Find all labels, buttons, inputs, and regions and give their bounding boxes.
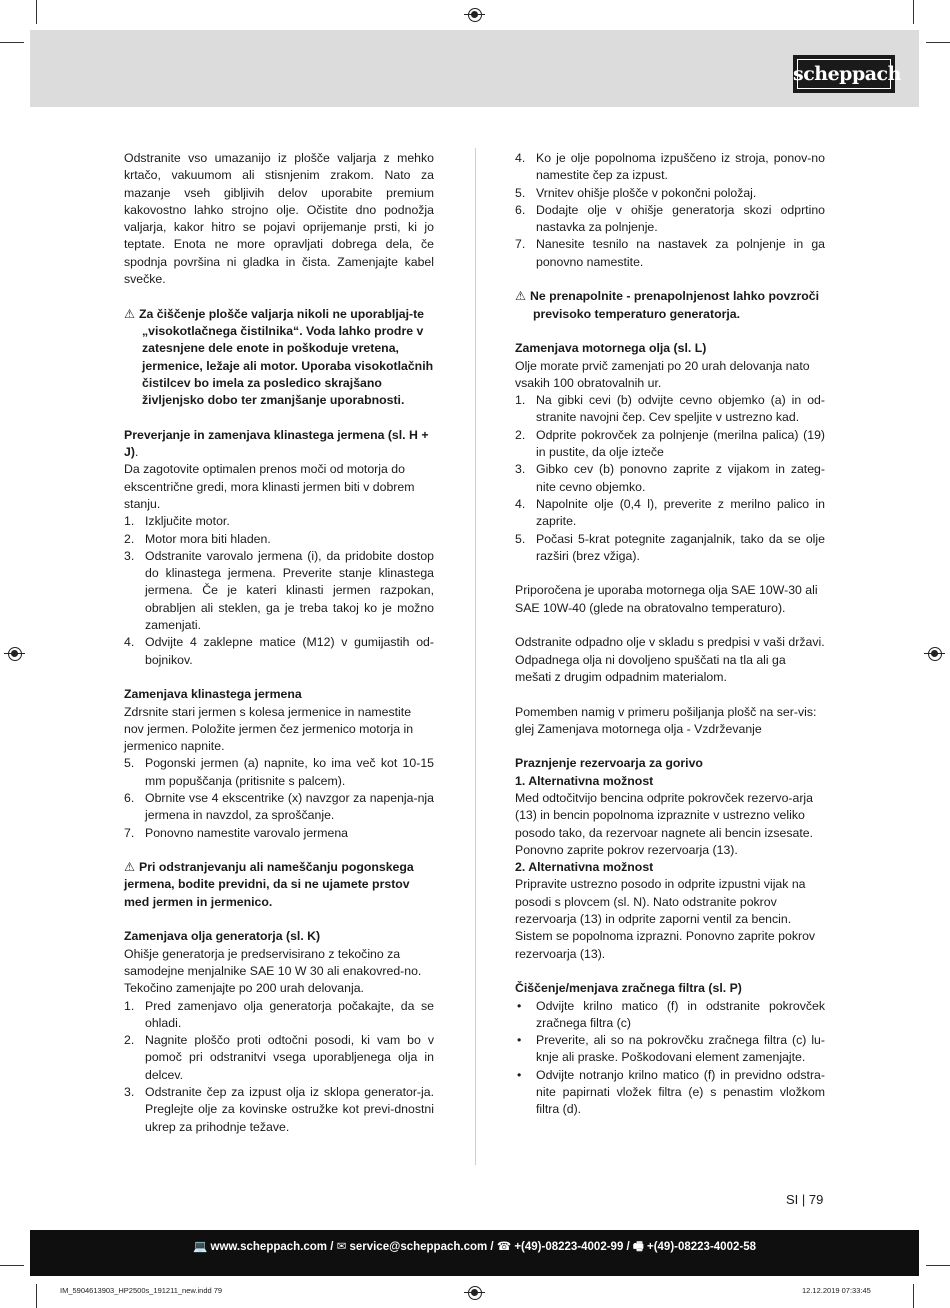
list-item — [124, 531, 434, 548]
belt-check-text: Da zagotovite optimalen prenos moči od motorja do ekscentrične gredi, mora klinasti jermen biti v dobrem stanju. — [124, 462, 415, 511]
list-item-text: Izključite motor. — [145, 514, 230, 529]
list-item-text: Počasi 5-krat potegnite zaganjalnik, tako da se olje razširi (brez vžiga). — [536, 531, 825, 563]
list-item-text: Dodajte olje v ohišje generatorja skozi odprtino nastavka za polnjenje. — [536, 202, 825, 235]
list-item-number: • — [517, 998, 522, 1013]
list-item — [124, 998, 434, 1033]
air-filter-bullets — [515, 998, 825, 1119]
list-item-text: Odvijte krilno matico (f) in odstranite pokrovček zračnega filtra (c) — [536, 998, 825, 1030]
list-item-text: Obrnite vse 4 ekscentrike (x) navzgor za napenja-nja jermena in navzdol, za sproščanje. — [145, 790, 434, 823]
list-item — [515, 1032, 825, 1067]
slug-date: 12.12.2019 07:33:45 — [802, 1286, 871, 1295]
engine-oil-steps — [515, 392, 825, 565]
list-item-number: 5. — [124, 756, 135, 771]
list-item — [124, 634, 434, 669]
list-item-text: Pogonski jermen (a) napnite, ko ima več kot 10-15 mm popuščanja (pritisnite s palcem). — [145, 756, 434, 788]
fuel-option1-text: Med odtočitvijo bencina odprite pokrovček rezervo-arja (13) in bencin popolnoma izpraznite v ustrezno veliko posodo tako, da rezervoar nagnete ali bencin izsesate. Ponovno zaprite pokrov rezervoarja (13). — [515, 790, 814, 857]
list-item-text: Odvijte 4 zaklepne matice (M12) v gumijastih od-bojnikov. — [145, 635, 434, 667]
page-number: SI | 79 — [786, 1192, 824, 1207]
left-column — [124, 150, 434, 1136]
list-item-text: Nagnite ploščo proti odtočni posodi, ki vam bo v pomoč pri odstranitvi vsega uporabljenega olja in delcev. — [145, 1033, 434, 1082]
list-item — [124, 548, 434, 634]
generator-oil-text: Ohišje generatorja je predservisirano z tekočino za samodejne menjalnike SAE 10 W 30 ali enakovred-no. Tekočino zamenjajte po 200 urah delovanja. — [124, 946, 422, 996]
fuel-heading: Praznjenje rezervoarja za gorivo — [515, 756, 703, 771]
registration-mark-icon — [928, 647, 942, 661]
list-item-number: 4. — [124, 635, 135, 650]
list-item-number: 1. — [124, 514, 135, 529]
belt-replace-steps — [124, 755, 434, 841]
list-item — [515, 185, 825, 202]
list-item-number: 2. — [124, 531, 135, 546]
list-item-number: 3. — [124, 1085, 135, 1100]
warning-icon: ⚠ — [515, 289, 527, 304]
list-item-text: Motor mora biti hladen. — [145, 531, 271, 546]
warning-high-pressure: ⚠ Za čiščenje plošče valjarja nikoli ne uporabljaj-te „visokotlačnega čistilnika“. Voda lahko prodre v zatesnjene dele enote in poškoduje vretena, jermenice, ležaje ali motor. Uporaba visokotlačnih čistilcev bo imela za posledico skrajšano življenjsko dobo ter zmanjšanje uporabnosti. — [124, 306, 434, 408]
list-item-text: Vrnitev ohišje plošče v pokončni položaj. — [536, 185, 757, 200]
list-item — [515, 202, 825, 237]
crop-mark — [36, 1284, 37, 1308]
list-item — [515, 496, 825, 531]
fuel-option2-heading: 2. Alternativna možnost — [515, 860, 654, 875]
crop-mark — [36, 0, 37, 24]
list-item — [124, 1032, 434, 1084]
belt-replace-text: Zdrsnite stari jermen s kolesa jermenice in namestite nov jermen. Položite jermen čez jermenico motorja in jermenico napnite. — [124, 704, 414, 754]
registration-mark-icon — [468, 1286, 482, 1300]
warning-overfill: ⚠ Ne prenapolnite - prenapolnjenost lahko povzroči previsoko temperaturo generatorja. — [515, 289, 820, 321]
list-item — [124, 513, 434, 530]
list-item-text: Ko je olje popolnoma izpuščeno iz stroja, ponov-no namestite čep za izpust. — [536, 151, 825, 183]
list-item-number: 5. — [515, 185, 526, 200]
list-item-text: Odstranite čep za izpust olja iz sklopa generator-ja. Preglejte olje za kovinske ostružke kot previ-dnostni ukrep za prihodnje težave. — [145, 1085, 434, 1134]
generator-oil-heading: Zamenjava olja generatorja (sl. K) — [124, 929, 321, 944]
list-item — [515, 150, 825, 185]
list-item-number: 6. — [515, 202, 526, 217]
list-item-number: 6. — [124, 790, 135, 805]
list-item-text: Gibko cev (b) ponovno zaprite z vijakom in zateg-nite cevno objemko. — [536, 462, 825, 494]
crop-mark — [0, 1265, 24, 1266]
warning-belt-fingers: ⚠ Pri odstranjevanju ali nameščanju pogonskega jermena, bodite previdni, da si ne ujamete prstov med jermen in jermenico. — [124, 860, 414, 909]
list-item-text: Napolnite olje (0,4 l), preverite z merilno palico in zaprite. — [536, 496, 825, 529]
list-item-number: 2. — [515, 427, 526, 442]
list-item-text: Preverite, ali so na pokrovčku zračnega filtra (c) lu-knje ali praske. Poškodovani element zamenjajte. — [536, 1033, 825, 1065]
column-divider — [475, 148, 476, 1165]
belt-replace-heading: Zamenjava klinastega jermena — [124, 687, 302, 702]
crop-mark — [926, 1265, 950, 1266]
list-item — [124, 790, 434, 825]
list-item-number: • — [517, 1033, 522, 1048]
list-item-number: 1. — [515, 393, 526, 408]
list-item-number: 5. — [515, 531, 526, 546]
oil-disposal: Odstranite odpadno olje v skladu s predpisi v vaši državi. Odpadnega olja ni dovoljeno spuščati na tla ali ga mešati z drugim odpadnim materialom. — [515, 635, 825, 684]
list-item-text: Ponovno namestite varovalo jermena — [145, 825, 349, 840]
list-item-number: 3. — [515, 462, 526, 477]
list-item-number: 1. — [124, 998, 135, 1013]
service-note: Pomemben namig v primeru pošiljanja plošč na ser-vis: glej Zamenjava motornega olja - Vzdrževanje — [515, 704, 817, 736]
fuel-option2-text: Pripravite ustrezno posodo in odprite izpustni vijak na posodi s plovcem (sl. N). Nato odstranite pokrov rezervoarja (13) in odprite zaporni ventil za bencin. Sistem se popolnoma izprazni. Ponovno zaprite pokrov rezervoarja (13). — [515, 877, 816, 961]
registration-mark-icon — [8, 647, 22, 661]
list-item — [124, 755, 434, 790]
crop-mark — [926, 42, 950, 43]
scheppach-logo: scheppach — [793, 55, 895, 93]
list-item-number: 2. — [124, 1033, 135, 1048]
oil-recommendation: Priporočena je uporaba motornega olja SAE 10W-30 ali SAE 10W-40 (glede na obratovalno temperaturo). — [515, 583, 818, 615]
right-column — [515, 150, 825, 1119]
list-item-text: Na gibki cevi (b) odvijte cevno objemko (a) in od-stranite navojni čep. Cev speljite v ustrezno kad. — [536, 393, 825, 425]
list-item — [515, 998, 825, 1033]
list-item-text: Nanesite tesnilo na nastavek za polnjenje in ga ponovno namestite. — [536, 237, 825, 269]
warning-icon: ⚠ — [124, 860, 136, 875]
crop-mark — [913, 1284, 914, 1308]
list-item-number: 7. — [515, 237, 526, 252]
list-item-text: Pred zamenjavo olja generatorja počakajte, da se ohladi. — [145, 998, 434, 1030]
list-item-number: 3. — [124, 548, 135, 563]
footer-contacts: 💻 www.scheppach.com / ✉ service@scheppach.com / ☎ +(49)-08223-4002-99 / 🖷 +(49)-08223-4002-58 — [30, 1230, 919, 1276]
list-item — [515, 392, 825, 427]
list-item-text: Odstranite varovalo jermena (i), da pridobite dostop do klinastega jermena. Preverite stanje klinastega jermena. Če je kateri klinasti jermen razpokan, obrabljen ali steklen, ga je treba takoj ko je možno zamenjati. — [145, 548, 434, 633]
list-item-number: • — [517, 1067, 522, 1082]
list-item-text: Odvijte notranjo krilno matico (f) in previdno odstra-nite papirnati vložek filtra (e) s penastim vložkom filtra (d). — [536, 1067, 825, 1117]
list-item-number: 4. — [515, 496, 526, 511]
warning-icon: ⚠ — [124, 306, 136, 321]
slug-filename: IM_5904613903_HP2500s_191211_new.indd 79 — [60, 1286, 223, 1295]
list-item-number: 7. — [124, 825, 135, 840]
fuel-option1-heading: 1. Alternativna možnost — [515, 773, 654, 788]
list-item — [515, 236, 825, 271]
list-item — [515, 461, 825, 496]
list-item — [124, 1084, 434, 1136]
generator-oil-steps — [124, 998, 434, 1136]
header-band — [30, 30, 919, 107]
list-item — [124, 825, 434, 842]
registration-mark-icon — [468, 8, 482, 22]
engine-oil-text: Olje morate prvič zamenjati po 20 urah delovanja nato vsakih 100 obratovalnih ur. — [515, 358, 810, 390]
belt-check-steps — [124, 513, 434, 669]
engine-oil-heading: Zamenjava motornega olja (sl. L) — [515, 341, 707, 356]
list-item-text: Odprite pokrovček za polnjenje (merilna palica) (19) in pustite, da olje izteče — [536, 427, 825, 460]
belt-check-heading: Preverjanje in zamenjava klinastega jermena (sl. H + J). — [124, 427, 429, 460]
list-item — [515, 1067, 825, 1119]
air-filter-heading: Čiščenje/menjava zračnega filtra (sl. P) — [515, 981, 742, 996]
list-item — [515, 531, 825, 566]
list-item-number: 4. — [515, 151, 526, 165]
intro-paragraph: Odstranite vso umazanijo iz plošče valjarja z mehko krtačo, vakuumom ali stisnjenim zrakom. Nato za mazanje vseh gibljivih delov uporabite premium kakovostno lahko strojno olje. Očistite dno podnožja valjarja, kakor hitro se pojavi oprijemanje prsti, ki jo teptate. Enota ne more opravljati dobrega dela, če spodnja površina ni gladka in čista. Zamenjajte kabel svečke. — [124, 151, 434, 287]
list-item — [515, 427, 825, 462]
crop-mark — [913, 0, 914, 24]
crop-mark — [0, 42, 24, 43]
generator-oil-steps-continued — [515, 150, 825, 271]
